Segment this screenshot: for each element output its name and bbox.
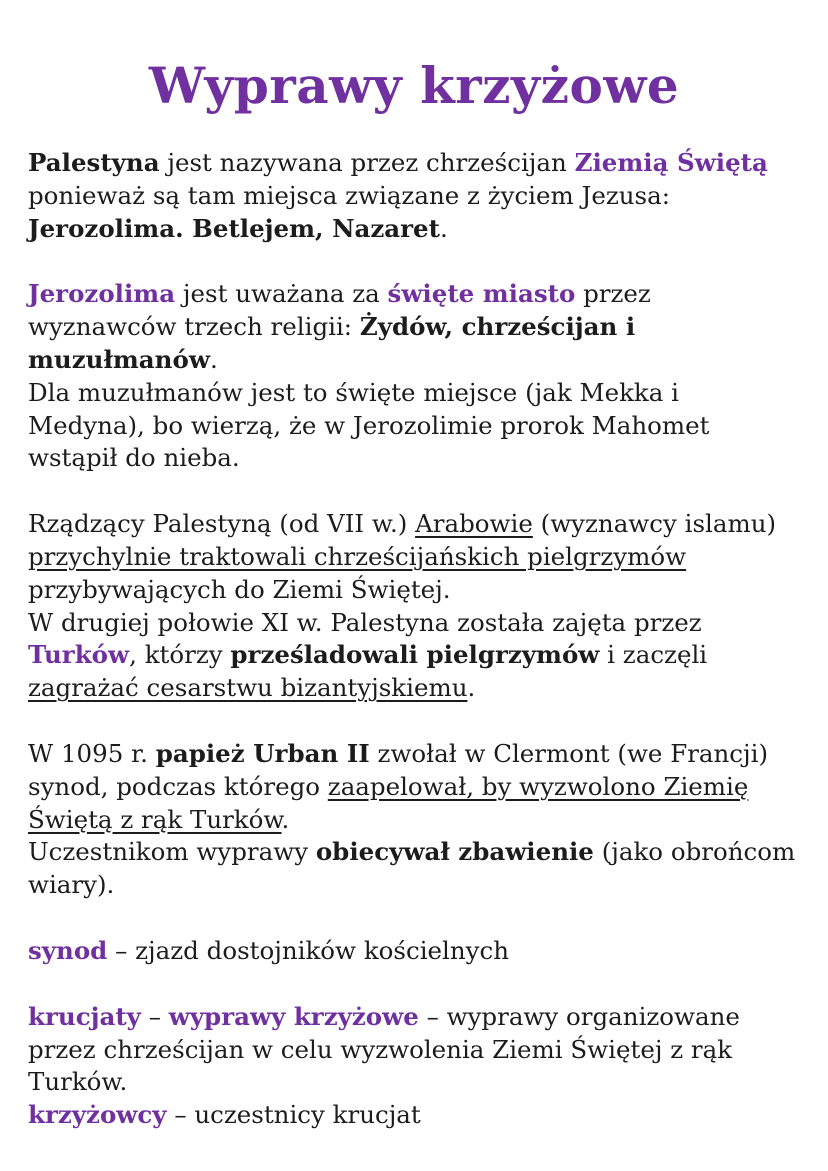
term-turkow: Turków [28, 640, 130, 670]
term-ziemia-swieta: Ziemią Świętą [574, 148, 768, 177]
text: . [467, 673, 476, 703]
underlined-pielgrzymi: przychylnie traktowali chrześcijańskich pielgrzymów [28, 541, 687, 571]
text: . [209, 344, 218, 374]
paragraph-palestyna [28, 147, 800, 245]
term-wyprawy-krzyzowe: wyprawy krzyżowe [168, 1001, 419, 1031]
text: Uczestnikom wyprawy [28, 837, 316, 867]
term-miejsca: Jerozolima. Betlejem, Nazaret [28, 213, 440, 243]
text: przybywających do Ziemi Świętej. [28, 574, 451, 604]
text: – wyprawy organizowane przez chrześcijan w celu wyzwolenia Ziemi Świętej z rąk Turków. [28, 1001, 740, 1097]
term-przesladowali: prześladowali pielgrzymów [230, 640, 600, 670]
text: (wyznawcy islamu) [532, 509, 777, 539]
paragraph-arabowie-turcy [28, 508, 800, 705]
term-papiez: papież Urban II [155, 738, 370, 768]
definition-krzyzowcy [28, 1099, 800, 1132]
term-synod: synod [28, 935, 108, 965]
underlined-apel: zaapelował, by wyzwolono Ziemię Świętą z rąk Turków [28, 771, 749, 834]
text: Dla muzułmanów jest to święte miejsce (jak Mekka i Medyna), bo wierzą, że w Jerozolimie prorok Mahomet wstąpił do nieba. [28, 377, 710, 473]
term-krzyzowcy: krzyżowcy [28, 1100, 167, 1130]
term-religie: Żydów, chrześcijan i muzułmanów [28, 312, 636, 374]
term-zbawienie: obiecywał zbawienie [315, 837, 594, 867]
term-swiete-miasto: święte miasto [387, 279, 576, 309]
underlined-bizancjum: zagrażać cesarstwu bizantyjskiemu [28, 673, 468, 703]
text: zwołał w Clermont (we Francji) synod, podczas którego [28, 738, 769, 801]
text: jest uważana za [175, 279, 388, 309]
text: W drugiej połowie XI w. Palestyna została zajęta przez [28, 607, 702, 637]
text: przez wyznawców trzech religii: [28, 279, 651, 342]
text: – [140, 1001, 169, 1031]
text: – zjazd dostojników kościelnych [107, 935, 509, 965]
definition-krucjaty [28, 1001, 800, 1099]
text: i zaczęli [599, 640, 708, 670]
text: (jako obrońcom wiary). [28, 837, 796, 900]
text: W 1095 r. [28, 738, 156, 768]
text: jest nazywana przez chrześcijan [159, 148, 575, 177]
text: , którzy [129, 640, 231, 670]
paragraph-urban [28, 738, 800, 902]
text: . [439, 213, 448, 243]
page-title: Wyprawy krzyżowe [148, 56, 680, 115]
paragraph-jerozolima [28, 278, 800, 475]
term-krucjaty: krucjaty [28, 1001, 141, 1031]
underlined-arabowie: Arabowie [415, 509, 533, 539]
text: ponieważ są tam miejsca związane z życiem Jezusa: [28, 180, 670, 210]
text: Rządzący Palestyną (od VII w.) [28, 509, 416, 539]
term-palestyna: Palestyna [28, 148, 160, 177]
term-jerozolima: Jerozolima [28, 279, 176, 309]
definition-synod [28, 935, 800, 968]
text: . [281, 804, 290, 834]
text: – uczestnicy krucjat [166, 1100, 421, 1130]
